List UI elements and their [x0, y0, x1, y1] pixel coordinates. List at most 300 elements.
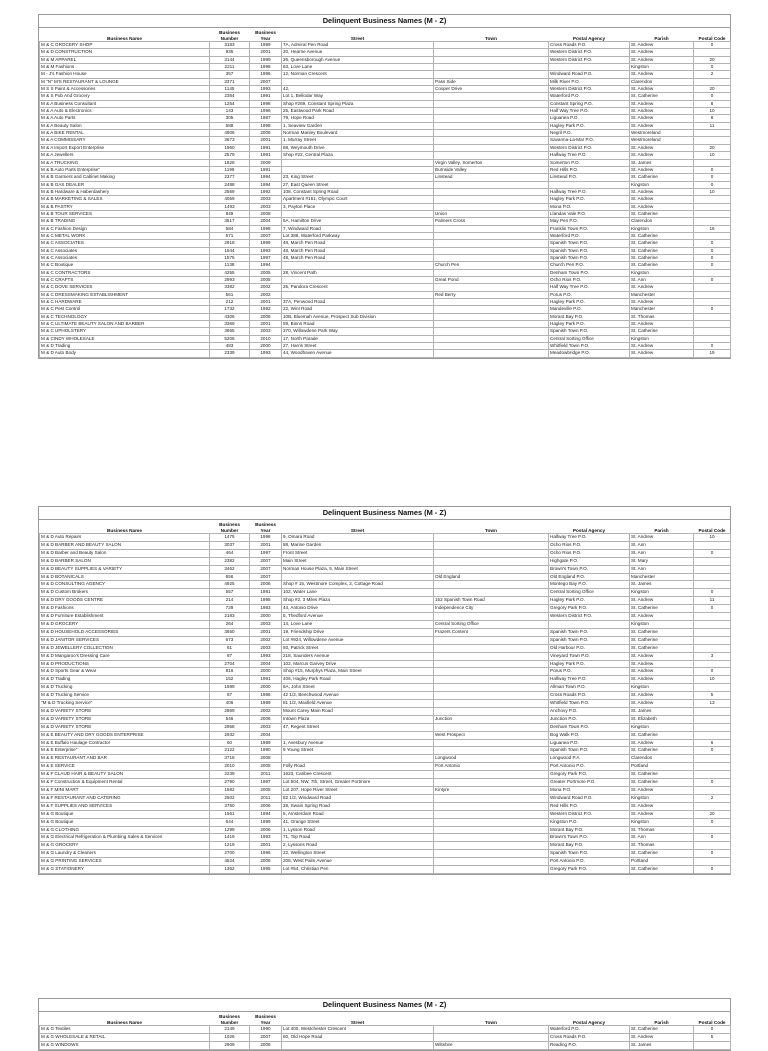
- cell-code: [694, 328, 731, 335]
- cell-parish: St. Andrew: [630, 42, 694, 49]
- cell-year: 1994: [250, 174, 282, 181]
- cell-parish: St. Ann: [630, 541, 694, 549]
- cell-parish: St. Andrew: [630, 597, 694, 605]
- cell-number: 2700: [210, 850, 250, 858]
- cell-name: M & E RESTAURANT AND BAR: [40, 755, 210, 763]
- cell-code: 0: [694, 834, 731, 842]
- cell-name: M & A COMMISSARY: [40, 137, 210, 144]
- cell-town: [434, 589, 549, 597]
- cell-code: 0: [694, 254, 731, 261]
- cell-street: Front Street: [282, 549, 434, 557]
- cell-number: 3144: [210, 56, 250, 63]
- table-row: [40, 218, 731, 225]
- table-row: [40, 284, 731, 291]
- table-row: [40, 56, 731, 63]
- cell-parish: St. Andrew: [630, 668, 694, 676]
- column-header-year: Business Year: [250, 28, 282, 42]
- cell-number: 3369: [210, 321, 250, 328]
- cell-agency: Windward Road P.O.: [549, 794, 630, 802]
- cell-year: 2001: [250, 842, 282, 850]
- cell-agency: Linstead P.O.: [549, 174, 630, 181]
- cell-name: M & C METAL WORK: [40, 232, 210, 239]
- cell-name: M & D DRY GOODS CENTRE: [40, 597, 210, 605]
- cell-parish: St. Andrew: [630, 676, 694, 684]
- cell-number: 849: [210, 210, 250, 217]
- table-row: [40, 565, 731, 573]
- cell-agency: Western District P.O.: [549, 49, 630, 56]
- cell-parish: St. Thomas: [630, 313, 694, 320]
- cell-name: M & C DOVE SERVICES: [40, 284, 210, 291]
- cell-street: 23, King Street: [282, 174, 434, 181]
- cell-parish: St. Catherine: [630, 262, 694, 269]
- cell-town: West Prospect: [434, 731, 549, 739]
- cell-town: [434, 240, 549, 247]
- cell-code: 6: [694, 739, 731, 747]
- business-table: [39, 1012, 731, 1050]
- report-title: Delinquent Business Names (M - Z): [39, 507, 730, 520]
- cell-code: 0: [694, 262, 731, 269]
- cell-code: [694, 299, 731, 306]
- table-row: [40, 668, 731, 676]
- cell-agency: Western District P.O.: [549, 56, 630, 63]
- table-row: [40, 794, 731, 802]
- cell-number: 87: [210, 652, 250, 660]
- cell-number: 1828: [210, 159, 250, 166]
- column-header-street: Street: [282, 1012, 434, 1026]
- cell-parish: St. Catherine: [630, 779, 694, 787]
- table-row: [40, 299, 731, 306]
- table-row: [40, 557, 731, 565]
- cell-number: 3371: [210, 78, 250, 85]
- cell-number: 656: [210, 573, 250, 581]
- cell-agency: Windward Road P.O.: [549, 71, 630, 78]
- cell-year: 1991: [250, 93, 282, 100]
- column-header-town: Town: [434, 520, 549, 534]
- cell-town: [434, 225, 549, 232]
- cell-agency: Western District P.O.: [549, 144, 630, 151]
- cell-street: Lot #54, Christian Pen: [282, 866, 434, 874]
- cell-parish: St. Andrew: [630, 166, 694, 173]
- cell-parish: Kingston: [630, 269, 694, 276]
- cell-town: [434, 771, 549, 779]
- report-page-3: [38, 998, 731, 1051]
- cell-street: Lot #924, Willowdene Avenue: [282, 636, 434, 644]
- cell-code: [694, 573, 731, 581]
- cell-street: [282, 755, 434, 763]
- table-row: [40, 779, 731, 787]
- cell-street: Main Street: [282, 557, 434, 565]
- cell-parish: St. Andrew: [630, 1033, 694, 1041]
- column-header-name: Business Name: [40, 28, 210, 42]
- cell-parish: St. Ann: [630, 834, 694, 842]
- cell-parish: St. Ann: [630, 549, 694, 557]
- cell-street: 5, Thedford Avenue: [282, 613, 434, 621]
- table-row: [40, 306, 731, 313]
- cell-name: M & D Auto Repairs: [40, 534, 210, 542]
- cell-name: M & F CLAUD HAIR & BEAUTY SALON: [40, 771, 210, 779]
- cell-agency: Mona P.O.: [549, 203, 630, 210]
- cell-code: [694, 715, 731, 723]
- cell-agency: Gregory Park P.O.: [549, 771, 630, 779]
- table-row: [40, 644, 731, 652]
- cell-street: Lot 1, Bellodar Way: [282, 93, 434, 100]
- cell-number: 1299: [210, 826, 250, 834]
- cell-agency: Vineyard Town P.O.: [549, 652, 630, 660]
- cell-year: 1993: [250, 86, 282, 93]
- cell-code: 0: [694, 93, 731, 100]
- cell-year: 2002: [250, 291, 282, 298]
- table-row: [40, 731, 731, 739]
- cell-year: 2003: [250, 196, 282, 203]
- table-row: [40, 763, 731, 771]
- cell-agency: Mona P.O.: [549, 787, 630, 795]
- table-row: [40, 858, 731, 866]
- cell-year: 2007: [250, 573, 282, 581]
- cell-code: 13: [694, 700, 731, 708]
- cell-agency: Mandeville P.O.: [549, 306, 630, 313]
- cell-town: Independence City: [434, 605, 549, 613]
- cell-street: 79, Hope Road: [282, 115, 434, 122]
- cell-town: Church Pen: [434, 262, 549, 269]
- cell-code: 0: [694, 174, 731, 181]
- cell-name: M - J's Fashion House: [40, 71, 210, 78]
- column-header-agency: Postal Agency: [549, 28, 630, 42]
- table-row: [40, 232, 731, 239]
- cell-agency: Greater Portmore P.O.: [549, 779, 630, 787]
- cell-town: [434, 565, 549, 573]
- cell-number: 816: [210, 668, 250, 676]
- cell-agency: Port Antonio P.O.: [549, 763, 630, 771]
- cell-parish: St. Andrew: [630, 196, 694, 203]
- cell-number: 1561: [210, 810, 250, 818]
- cell-year: 2005: [250, 277, 282, 284]
- cell-name: M & CINDY WHOLESALE: [40, 335, 210, 342]
- cell-parish: St. Catherine: [630, 771, 694, 779]
- cell-year: 2004: [250, 660, 282, 668]
- cell-number: 1732: [210, 306, 250, 313]
- table-row: [40, 652, 731, 660]
- cell-year: 2000: [250, 684, 282, 692]
- cell-year: 1989: [250, 700, 282, 708]
- cell-street: Shop #269, Constant Spring Plaza: [282, 100, 434, 107]
- column-header-street: Street: [282, 520, 434, 534]
- table-row: [40, 350, 731, 357]
- cell-year: 2005: [250, 763, 282, 771]
- cell-name: M & D VARIETY STORE: [40, 715, 210, 723]
- cell-number: 305: [210, 115, 250, 122]
- cell-street: 27, East Queen Street: [282, 181, 434, 188]
- cell-agency: Denham Town P.O.: [549, 269, 630, 276]
- cell-year: 2006: [250, 313, 282, 320]
- cell-code: [694, 826, 731, 834]
- cell-agency: Hagley Park P.O.: [549, 196, 630, 203]
- report-title: Delinquent Business Names (M - Z): [39, 999, 730, 1012]
- cell-street: Lot 207, Hope River Street: [282, 787, 434, 795]
- cell-number: 3183: [210, 42, 250, 49]
- cell-code: [694, 203, 731, 210]
- cell-parish: St. Andrew: [630, 284, 694, 291]
- cell-year: 1996: [250, 71, 282, 78]
- table-row: [40, 549, 731, 557]
- cell-agency: Longwood P.A.: [549, 755, 630, 763]
- cell-number: 1145: [210, 86, 250, 93]
- cell-code: 11: [694, 597, 731, 605]
- cell-agency: Hagley Park P.O.: [549, 321, 630, 328]
- cell-parish: St. Elizabeth: [630, 715, 694, 723]
- cell-code: [694, 628, 731, 636]
- cell-year: 1998: [250, 534, 282, 542]
- column-header-town: Town: [434, 1012, 549, 1026]
- cell-town: [434, 541, 549, 549]
- cell-parish: Manchester: [630, 291, 694, 298]
- cell-agency: Waterford P.O.: [549, 1026, 630, 1034]
- cell-name: M & B Hardware & Haberdashery: [40, 188, 210, 195]
- cell-code: 8: [694, 100, 731, 107]
- cell-town: [434, 247, 549, 254]
- report-page-2: [38, 506, 731, 875]
- cell-number: 2239: [210, 771, 250, 779]
- table-row: [40, 159, 731, 166]
- table-header-row: [40, 28, 731, 42]
- cell-town: [434, 93, 549, 100]
- cell-code: 19: [694, 350, 731, 357]
- table-row: [40, 755, 731, 763]
- cell-town: [434, 660, 549, 668]
- cell-code: 0: [694, 668, 731, 676]
- cell-name: M S S Paint & Accessories: [40, 86, 210, 93]
- cell-code: 0: [694, 181, 731, 188]
- cell-town: [434, 549, 549, 557]
- cell-town: [434, 534, 549, 542]
- cell-agency: Reading P.O.: [549, 1041, 630, 1049]
- table-row: [40, 100, 731, 107]
- cell-agency: Morant Bay P.O.: [549, 826, 630, 834]
- cell-parish: St. Andrew: [630, 144, 694, 151]
- cell-year: 1992: [250, 306, 282, 313]
- cell-year: 2007: [250, 78, 282, 85]
- cell-town: [434, 49, 549, 56]
- table-row: [40, 277, 731, 284]
- cell-parish: St. Andrew: [630, 321, 694, 328]
- cell-parish: St. Andrew: [630, 122, 694, 129]
- cell-code: 20: [694, 810, 731, 818]
- table-row: [40, 597, 731, 605]
- cell-town: [434, 115, 549, 122]
- cell-name: M & E Enterprise": [40, 747, 210, 755]
- cell-code: 0: [694, 779, 731, 787]
- cell-town: [434, 203, 549, 210]
- cell-street: 60, Old Hope Road: [282, 1033, 434, 1041]
- table-row: [40, 810, 731, 818]
- cell-agency: Brown's Town P.O.: [549, 565, 630, 573]
- cell-name: M & F Construction & Equipment Rental: [40, 779, 210, 787]
- cell-street: Norman Manley Boulevard: [282, 130, 434, 137]
- table-header-row: [40, 1012, 731, 1026]
- cell-number: 2502: [210, 794, 250, 802]
- cell-parish: St. Ann: [630, 277, 694, 284]
- cell-street: Shop #22, Central Plaza: [282, 152, 434, 159]
- cell-year: 1995: [250, 866, 282, 874]
- cell-year: 1998: [250, 225, 282, 232]
- cell-number: 1544: [210, 247, 250, 254]
- cell-parish: St. Catherine: [630, 747, 694, 755]
- cell-year: 1990: [250, 747, 282, 755]
- table-row: [40, 71, 731, 78]
- cell-code: 0: [694, 589, 731, 597]
- cell-name: M & A Business Consultant: [40, 100, 210, 107]
- cell-code: [694, 49, 731, 56]
- cell-street: 1623, Caribee Crescent: [282, 771, 434, 779]
- cell-year: 1992: [250, 188, 282, 195]
- cell-agency: Spanish Town P.O.: [549, 247, 630, 254]
- cell-street: 1, Avesbury Avenue: [282, 739, 434, 747]
- column-header-name: Business Name: [40, 1012, 210, 1026]
- cell-year: 2005: [250, 269, 282, 276]
- cell-agency: Cross Roads P.O.: [549, 692, 630, 700]
- cell-agency: Spanish Town P.O.: [549, 240, 630, 247]
- cell-code: 10: [694, 152, 731, 159]
- cell-number: 935: [210, 49, 250, 56]
- column-header-agency: Postal Agency: [549, 1012, 630, 1026]
- cell-parish: St. Catherine: [630, 328, 694, 335]
- cell-town: [434, 794, 549, 802]
- cell-parish: St. Mary: [630, 557, 694, 565]
- cell-town: Virgin Valley, Somerton: [434, 159, 549, 166]
- cell-agency: Meadowbridge P.O.: [549, 350, 630, 357]
- cell-agency: Ocho Rios P.O.: [549, 549, 630, 557]
- cell-town: Cooper Drive: [434, 86, 549, 93]
- cell-number: 557: [210, 589, 250, 597]
- table-row: [40, 684, 731, 692]
- cell-number: 588: [210, 122, 250, 129]
- cell-parish: St. James: [630, 1041, 694, 1049]
- cell-number: 2377: [210, 174, 250, 181]
- cell-code: 0: [694, 605, 731, 613]
- cell-town: Wiltshire: [434, 1041, 549, 1049]
- cell-name: M & F SUPPLIES AND SERVICES: [40, 802, 210, 810]
- cell-parish: Portland: [630, 858, 694, 866]
- cell-town: [434, 321, 549, 328]
- table-row: [40, 802, 731, 810]
- cell-town: [434, 313, 549, 320]
- cell-street: 37A, Penwood Road: [282, 299, 434, 306]
- cell-year: 2003: [250, 203, 282, 210]
- table-row: [40, 122, 731, 129]
- cell-name: M & B TRADING: [40, 218, 210, 225]
- cell-name: M & C UPHOLSTERY: [40, 328, 210, 335]
- cell-name: M & A Auto Parts: [40, 115, 210, 122]
- column-header-year: Business Year: [250, 520, 282, 534]
- cell-agency: Allman Town P.O.: [549, 684, 630, 692]
- cell-name: M & G WHOLESALE & RETAIL: [40, 1033, 210, 1041]
- cell-code: 20: [694, 86, 731, 93]
- cell-street: 59, Binns Road: [282, 321, 434, 328]
- cell-parish: St. Andrew: [630, 49, 694, 56]
- business-table: [39, 28, 731, 358]
- cell-name: M & D GROCERY: [40, 620, 210, 628]
- cell-street: 28, Vincent Path: [282, 269, 434, 276]
- cell-name: M & D Custom Brokers: [40, 589, 210, 597]
- cell-agency: Waterford P.O.: [549, 93, 630, 100]
- cell-agency: Morant Bay P.O.: [549, 842, 630, 850]
- table-row: [40, 152, 731, 159]
- cell-agency: Cross Roads P.O.: [549, 1033, 630, 1041]
- cell-number: 2488: [210, 181, 250, 188]
- cell-year: 2001: [250, 541, 282, 549]
- cell-parish: St. James: [630, 159, 694, 166]
- cell-street: 44, Antonio Drive: [282, 605, 434, 613]
- cell-code: 2: [694, 71, 731, 78]
- table-row: [40, 93, 731, 100]
- table-row: [40, 225, 731, 232]
- table-row: [40, 130, 731, 137]
- cell-name: M & C TECHNOLOGY: [40, 313, 210, 320]
- cell-street: Lot 400, Westchester Crescent: [282, 1026, 434, 1034]
- cell-street: 14, Love Lane: [282, 620, 434, 628]
- cell-town: Frazers Content: [434, 628, 549, 636]
- cell-name: M & D Trucking Service: [40, 692, 210, 700]
- cell-name: M & G Textiles: [40, 1026, 210, 1034]
- cell-number: 67: [210, 692, 250, 700]
- cell-parish: St. Andrew: [630, 56, 694, 63]
- cell-town: [434, 557, 549, 565]
- cell-year: 2000: [250, 668, 282, 676]
- cell-street: 9, Omara Road: [282, 534, 434, 542]
- cell-year: 2003: [250, 328, 282, 335]
- cell-agency: Bog Walk P.O.: [549, 731, 630, 739]
- cell-street: 7, Windward Road: [282, 225, 434, 232]
- cell-name: M & D Barber and Beauty Salon: [40, 549, 210, 557]
- cell-number: 483: [210, 343, 250, 350]
- cell-code: 3: [694, 652, 731, 660]
- cell-town: [434, 152, 549, 159]
- cell-code: [694, 210, 731, 217]
- cell-street: 6A, John Street: [282, 684, 434, 692]
- cell-code: 0: [694, 166, 731, 173]
- cell-town: [434, 100, 549, 107]
- cell-town: [434, 196, 549, 203]
- cell-name: M & G Laundry & Cleaners: [40, 850, 210, 858]
- cell-year: 2006: [250, 858, 282, 866]
- table-row: [40, 343, 731, 350]
- table-row: [40, 826, 731, 834]
- cell-number: 4255: [210, 269, 250, 276]
- cell-parish: St. Andrew: [630, 787, 694, 795]
- cell-year: 2001: [250, 299, 282, 306]
- cell-year: 2004: [250, 731, 282, 739]
- cell-town: [434, 299, 549, 306]
- cell-parish: St. Andrew: [630, 108, 694, 115]
- report-title: Delinquent Business Names (M - Z): [39, 15, 730, 28]
- cell-parish: Kingston: [630, 589, 694, 597]
- cell-street: 1, Murray Street: [282, 137, 434, 144]
- cell-town: [434, 613, 549, 621]
- cell-town: [434, 144, 549, 151]
- cell-name: M & D CONSTRUCTION: [40, 49, 210, 56]
- cell-name: M & E Buffalo Haulage Contractor: [40, 739, 210, 747]
- cell-number: 1575: [210, 254, 250, 261]
- cell-agency: Western District P.O.: [549, 810, 630, 818]
- cell-code: [694, 787, 731, 795]
- cell-name: M & D Furniture Establishment: [40, 613, 210, 621]
- cell-number: 2569: [210, 188, 250, 195]
- cell-town: [434, 137, 549, 144]
- cell-town: Port Antonio: [434, 763, 549, 771]
- cell-parish: St. Catherine: [630, 636, 694, 644]
- cell-name: M & A TRUCKING: [40, 159, 210, 166]
- cell-code: [694, 78, 731, 85]
- cell-code: [694, 858, 731, 866]
